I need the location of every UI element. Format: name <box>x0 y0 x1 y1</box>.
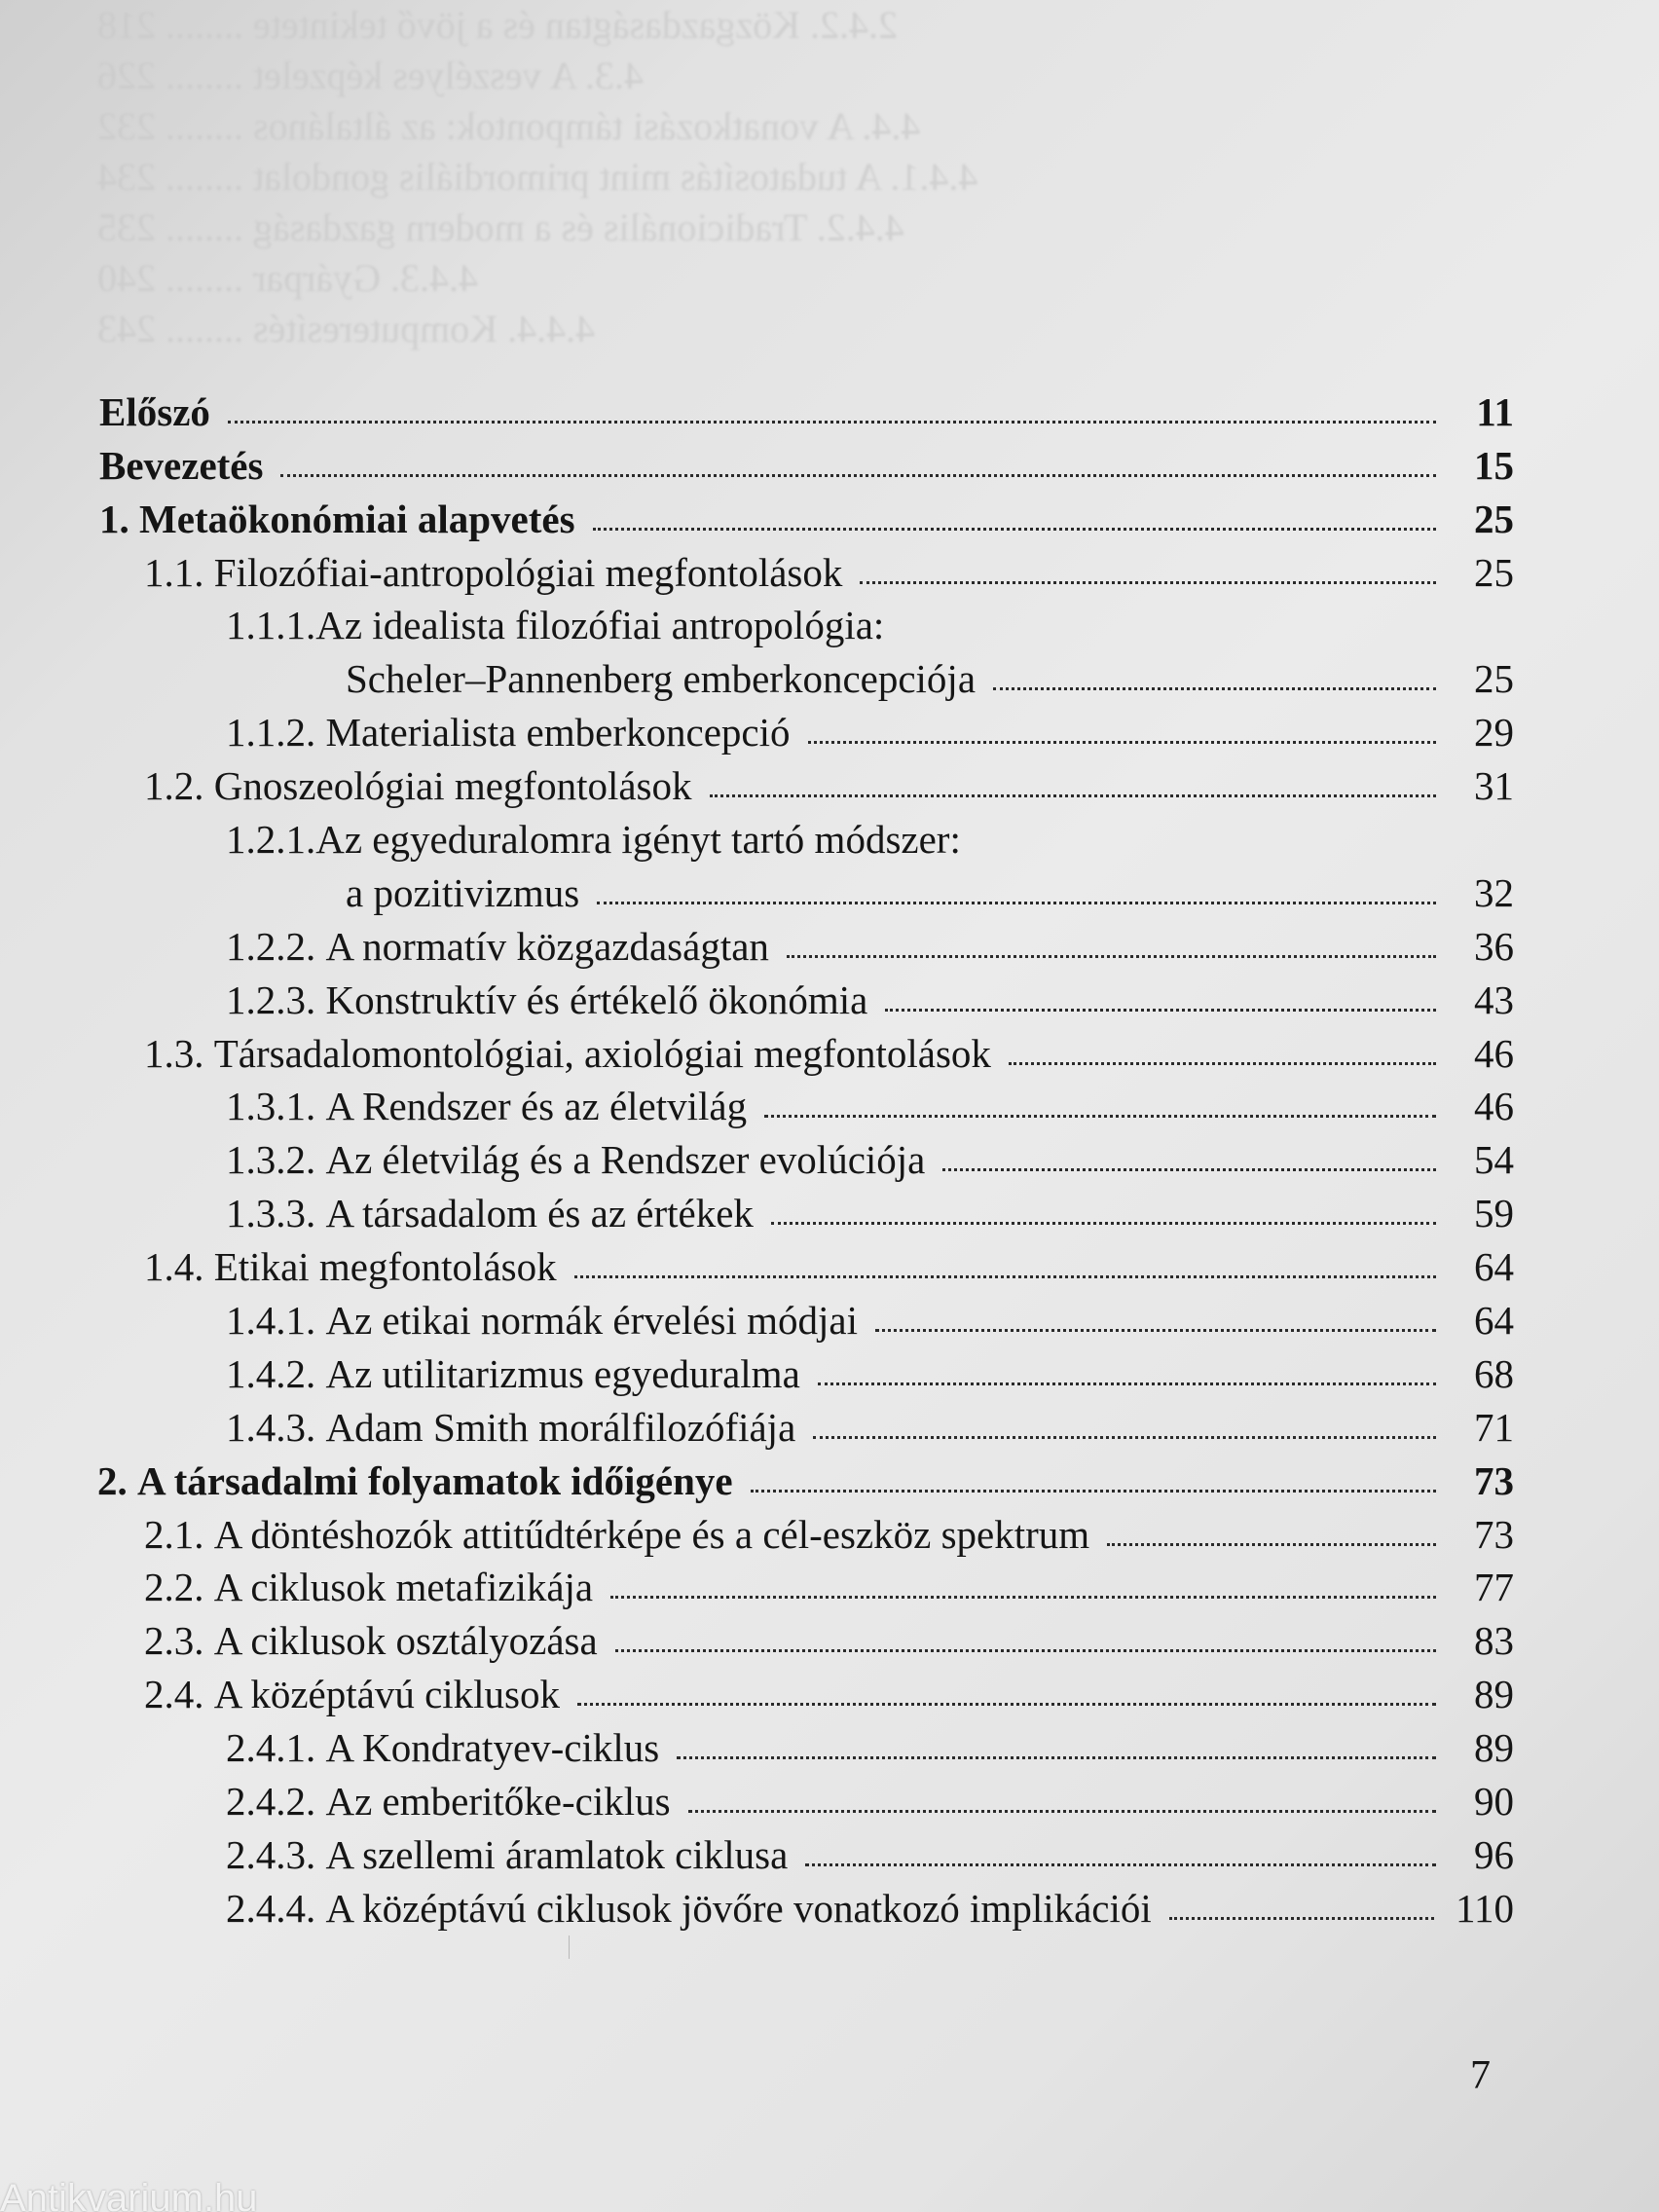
toc-entry-title: A Kondratyev-ciklus <box>325 1725 660 1771</box>
toc-entry-number: 2.4.1. <box>226 1725 326 1771</box>
dot-leader <box>885 1009 1436 1012</box>
dot-leader <box>751 1490 1436 1493</box>
toc-page-number: 64 <box>1474 1244 1514 1290</box>
toc-entry[interactable] <box>97 1771 1514 1825</box>
bleed-through-text <box>97 0 1636 354</box>
dot-leader <box>805 1863 1436 1866</box>
toc-entry[interactable] <box>97 382 1514 435</box>
dot-leader <box>615 1649 1436 1652</box>
page-number: 7 <box>1470 2053 1491 2098</box>
watermark-stamp: Antikvarium.hu <box>0 2177 258 2212</box>
toc-entry-number: 2.4.3. <box>226 1831 326 1877</box>
toc-page-number: 110 <box>1456 1885 1514 1931</box>
toc-page-number: 31 <box>1474 763 1514 809</box>
toc-page-number: 36 <box>1474 923 1514 969</box>
toc-entry-1-1-1-line1[interactable] <box>97 596 1514 649</box>
dot-leader <box>818 1382 1436 1385</box>
toc-page-number: 89 <box>1474 1725 1514 1771</box>
toc-entry-title: Társadalomontológiai, axiológiai megfontolások <box>213 1030 991 1076</box>
toc-entry[interactable] <box>97 970 1514 1023</box>
toc-entry[interactable] <box>97 489 1514 542</box>
toc-entry[interactable] <box>97 435 1514 489</box>
toc-entry-number: 2.4.2. <box>226 1779 326 1825</box>
dot-leader <box>942 1168 1436 1171</box>
toc-entry-title: Az emberitőke-ciklus <box>325 1779 671 1825</box>
dot-leader <box>710 794 1436 797</box>
bleed-through-line: 4.4. A vonatkozási támpontok: az általános ........ 232 <box>97 104 921 148</box>
dot-leader <box>1169 1917 1434 1920</box>
toc-entry-number: 2.1. <box>144 1511 214 1557</box>
toc-entry-title: Az idealista filozófiai antropológia: <box>315 603 885 648</box>
toc-entry[interactable] <box>97 1290 1514 1344</box>
toc-page-number: 15 <box>1474 442 1514 488</box>
toc-entry-number: 2. <box>97 1457 137 1503</box>
bleed-through-line: 4.4.2. Tradicionális és a modern gazdaság ........ 235 <box>97 205 904 249</box>
toc-entry-number: 1.3.2. <box>226 1137 326 1183</box>
toc-entry-1-2-1-line1[interactable] <box>97 809 1514 863</box>
toc-entry-title: A középtávú ciklusok <box>213 1672 561 1717</box>
toc-page-number: 25 <box>1474 549 1514 595</box>
bleed-through-line: 2.4.2. Közgazdaságtan és a jövő tekintete ........ 218 <box>97 3 898 47</box>
toc-entry-title: A társadalom és az értékek <box>325 1191 754 1236</box>
table-of-contents <box>97 382 1514 1932</box>
toc-page-number: 43 <box>1474 977 1514 1022</box>
toc-entry-title: Metaökonómiai alapvetés <box>139 496 575 541</box>
toc-entry-title: A ciklusok osztályozása <box>213 1618 598 1664</box>
toc-entry-title-continued: a pozitivizmus <box>346 869 580 915</box>
toc-page-number: 96 <box>1474 1831 1514 1877</box>
dot-leader <box>593 528 1436 531</box>
toc-entry[interactable] <box>97 756 1514 809</box>
toc-entry-number: 1.1.1. <box>226 603 316 648</box>
toc-page-number: 25 <box>1474 496 1514 541</box>
dot-leader <box>677 1756 1436 1759</box>
toc-entry-title: Konstruktív és értékelő ökonómia <box>325 977 868 1022</box>
toc-page-number: 64 <box>1474 1298 1514 1344</box>
toc-page-number: 83 <box>1474 1618 1514 1664</box>
toc-entry[interactable] <box>97 1344 1514 1397</box>
toc-entry-1-1-1-line2[interactable] <box>97 648 1514 702</box>
toc-entry-title: Előszó <box>99 388 210 434</box>
dot-leader <box>574 1275 1436 1278</box>
toc-entry[interactable] <box>97 1504 1514 1558</box>
toc-entry-title: A normatív közgazdaságtan <box>325 923 769 969</box>
toc-entry[interactable] <box>97 1183 1514 1236</box>
toc-entry[interactable] <box>97 542 1514 596</box>
toc-entry[interactable] <box>97 1878 1514 1932</box>
toc-entry[interactable] <box>97 1077 1514 1130</box>
toc-entry[interactable] <box>97 1236 1514 1290</box>
toc-entry[interactable] <box>97 1558 1514 1611</box>
toc-entry-number: 1.3. <box>144 1030 214 1076</box>
toc-page-number: 68 <box>1474 1350 1514 1396</box>
dot-leader <box>813 1436 1436 1439</box>
toc-entry-title: Az egyeduralomra igényt tartó módszer: <box>315 817 961 863</box>
toc-page-number: 46 <box>1474 1030 1514 1076</box>
toc-entry-number: 1.2. <box>144 763 214 809</box>
toc-entry-number: 1.2.3. <box>226 977 326 1022</box>
toc-entry[interactable] <box>97 1451 1514 1504</box>
bleed-through-line: 4.4.4. Komputeresítés ........ 243 <box>97 307 596 350</box>
toc-entry-title: A társadalmi folyamatok időigénye <box>137 1457 733 1503</box>
toc-entry[interactable] <box>97 1664 1514 1717</box>
dot-leader <box>860 581 1436 584</box>
dot-leader <box>993 687 1436 690</box>
toc-entry-title: Az etikai normák érvelési módjai <box>325 1298 858 1344</box>
dot-leader <box>577 1703 1436 1706</box>
toc-entry[interactable] <box>97 702 1514 756</box>
toc-entry-number: 1.4.1. <box>226 1298 326 1344</box>
toc-page-number: 25 <box>1474 656 1514 702</box>
toc-entry-title: Filozófiai-antropológiai megfontolások <box>213 549 843 595</box>
toc-entry-title: Adam Smith morálfilozófiája <box>325 1404 796 1450</box>
toc-entry-title: A Rendszer és az életvilág <box>325 1084 748 1129</box>
toc-entry-number: 2.2. <box>144 1565 214 1610</box>
toc-entry-number: 2.4. <box>144 1672 214 1717</box>
toc-page-number: 32 <box>1474 869 1514 915</box>
toc-page-number: 46 <box>1474 1084 1514 1129</box>
toc-entry[interactable] <box>97 1717 1514 1771</box>
toc-entry[interactable] <box>97 1610 1514 1664</box>
toc-page-number: 71 <box>1474 1404 1514 1450</box>
toc-entry-number: 1.4.3. <box>226 1404 326 1450</box>
dot-leader <box>1009 1062 1436 1065</box>
dot-leader <box>597 902 1436 904</box>
bleed-through-line: 4.4.1. A tudatosítás mint primordiális gondolat ........ 234 <box>97 155 978 199</box>
toc-entry-title-continued: Scheler–Pannenberg emberkoncepciója <box>346 656 977 702</box>
toc-entry-number: 1.4.2. <box>226 1350 326 1396</box>
toc-entry-1-2-1-line2[interactable] <box>97 863 1514 916</box>
dot-leader <box>280 474 1436 477</box>
toc-entry-number: 1. <box>99 496 139 541</box>
toc-entry-number: 2.4.4. <box>226 1885 326 1931</box>
gutter-mark <box>569 1936 570 1959</box>
dot-leader <box>787 955 1436 958</box>
toc-page-number: 73 <box>1474 1457 1514 1503</box>
toc-entry-number: 1.3.3. <box>226 1191 326 1236</box>
dot-leader <box>771 1222 1436 1225</box>
toc-entry-title: Etikai megfontolások <box>213 1244 557 1290</box>
toc-page-number: 77 <box>1474 1565 1514 1610</box>
dot-leader <box>764 1115 1436 1118</box>
toc-entry[interactable] <box>97 916 1514 970</box>
toc-entry-title: A ciklusok metafizikája <box>213 1565 594 1610</box>
toc-entry[interactable] <box>97 1397 1514 1451</box>
bleed-through-line: 4.4.3. Gyárpar ........ 240 <box>97 256 479 300</box>
toc-entry-title: Materialista emberkoncepció <box>325 710 791 756</box>
toc-entry-title: Bevezetés <box>99 442 264 488</box>
toc-entry[interactable] <box>97 1129 1514 1183</box>
toc-entry-title: Gnoszeológiai megfontolások <box>213 763 692 809</box>
toc-page-number: 90 <box>1474 1779 1514 1825</box>
toc-page-number: 11 <box>1476 388 1514 434</box>
toc-entry-title: Az utilitarizmus egyeduralma <box>325 1350 800 1396</box>
dot-leader <box>688 1810 1436 1813</box>
toc-entry-title: A döntéshozók attitűdtérképe és a cél-eszköz spektrum <box>213 1511 1090 1557</box>
toc-entry-title: A középtávú ciklusok jövőre vonatkozó implikációi <box>325 1885 1152 1931</box>
toc-page-number: 59 <box>1474 1191 1514 1236</box>
toc-page-number: 54 <box>1474 1137 1514 1183</box>
toc-entry-number: 2.3. <box>144 1618 214 1664</box>
toc-page-number: 29 <box>1474 710 1514 756</box>
bleed-through-line: 4.3. A veszélyes képzelet ........ 226 <box>97 54 644 97</box>
toc-entry-title: A szellemi áramlatok ciklusa <box>325 1831 789 1877</box>
toc-entry-number: 1.1.2. <box>226 710 326 756</box>
toc-page-number: 89 <box>1474 1672 1514 1717</box>
toc-entry-number: 1.1. <box>144 549 214 595</box>
toc-entry-number: 1.2.2. <box>226 923 326 969</box>
toc-entry[interactable] <box>97 1023 1514 1077</box>
toc-entry-number: 1.4. <box>144 1244 214 1290</box>
toc-entry-number: 1.3.1. <box>226 1084 326 1129</box>
dot-leader <box>875 1329 1436 1332</box>
toc-entry-title: Az életvilág és a Rendszer evolúciója <box>325 1137 926 1183</box>
toc-entry-number: 1.2.1. <box>226 817 316 863</box>
dot-leader <box>610 1596 1436 1599</box>
toc-page-number: 73 <box>1474 1511 1514 1557</box>
dot-leader <box>808 741 1437 744</box>
dot-leader <box>1107 1543 1436 1546</box>
dot-leader <box>228 421 1436 424</box>
toc-entry[interactable] <box>97 1825 1514 1878</box>
